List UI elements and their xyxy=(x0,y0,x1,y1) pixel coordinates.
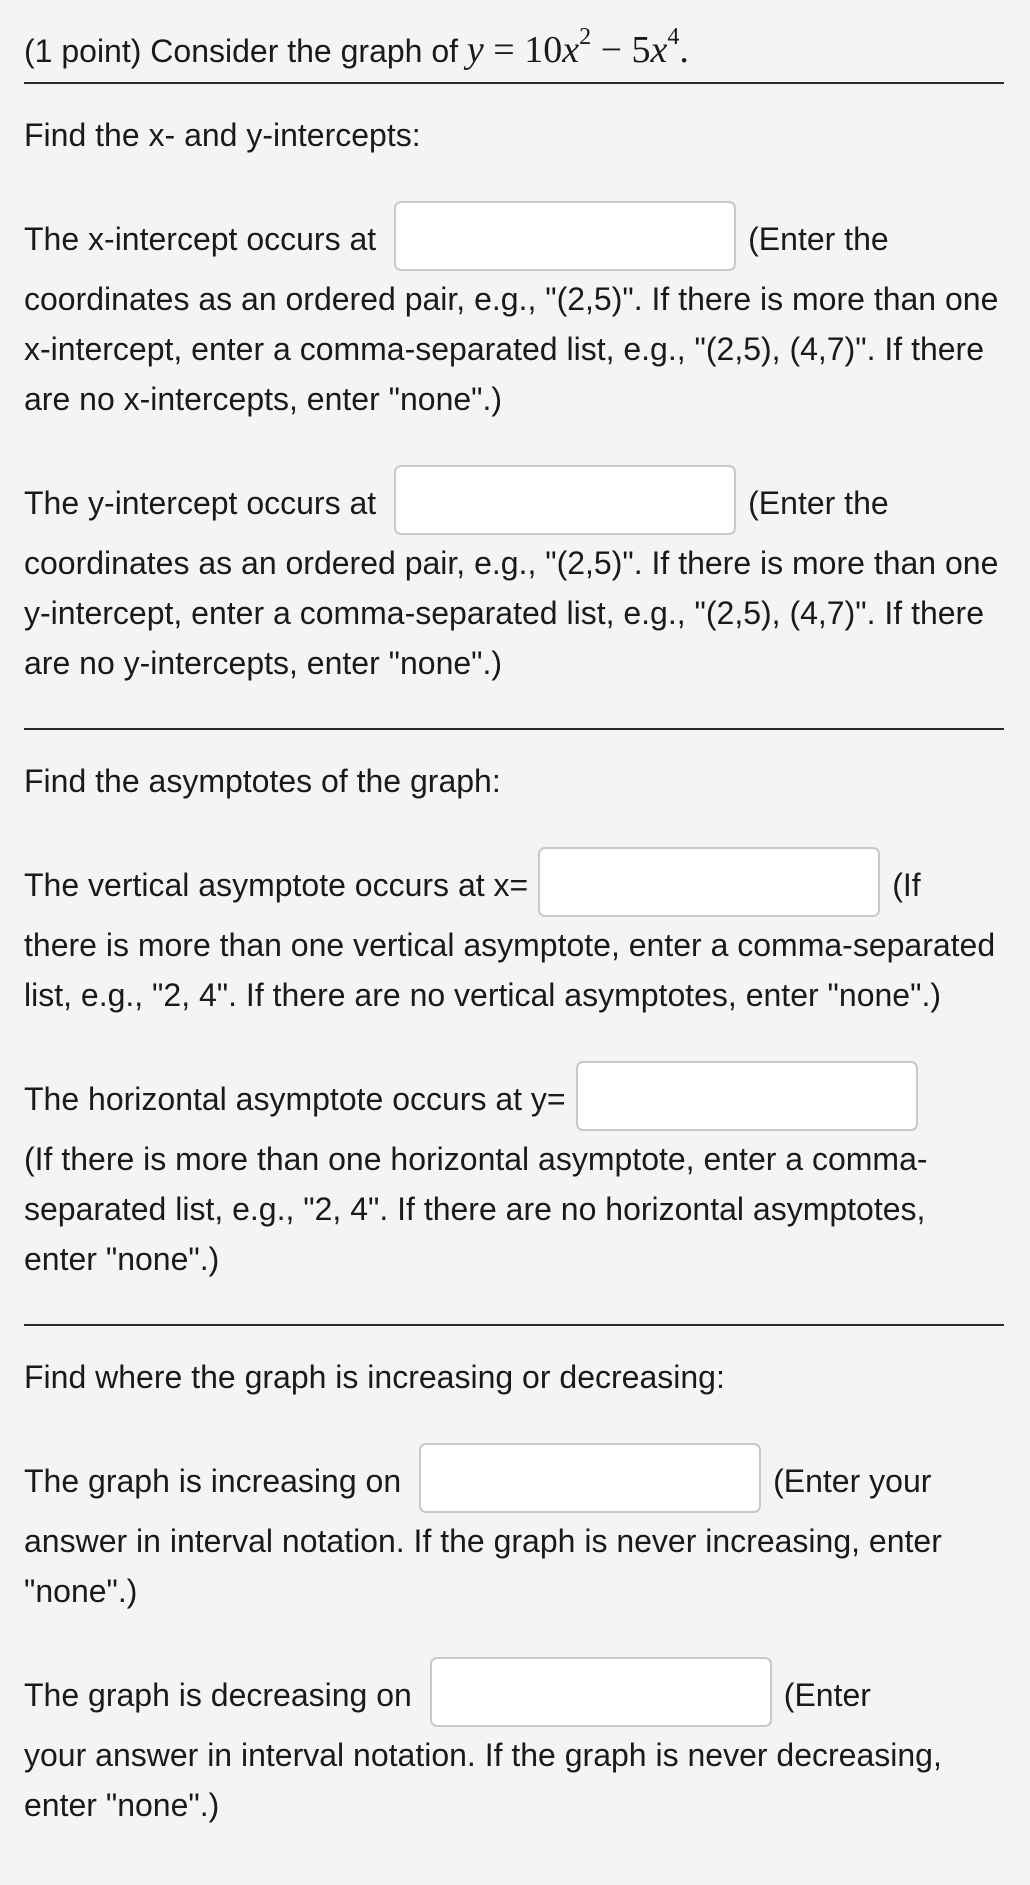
vertical-asymptote-label: The vertical asymptote occurs at x= xyxy=(24,867,529,903)
problem-intro: (1 point) Consider the graph of xyxy=(24,33,459,69)
decreasing-input[interactable] xyxy=(430,1657,772,1727)
vertical-asymptote-instructions: there is more than one vertical asymptote, enter a comma-separated list, e.g., "2, 4". If there are no vertical asymptotes, enter "none".) xyxy=(24,927,996,1013)
decreasing-hint-start: (Enter xyxy=(783,1677,871,1713)
vertical-asymptote-question xyxy=(24,850,1004,1020)
section-divider xyxy=(24,728,1004,730)
y-intercept-input[interactable] xyxy=(394,465,736,535)
increasing-instructions: answer in interval notation. If the graph is never increasing, enter "none".) xyxy=(24,1523,942,1609)
increasing-input[interactable] xyxy=(419,1443,761,1513)
section-title-monotonic: Find where the graph is increasing or decreasing: xyxy=(24,1359,725,1395)
x-intercept-question xyxy=(24,204,1004,424)
equation: $y = 10x^2 - 5x^4$. xyxy=(466,24,689,71)
increasing-hint-start: (Enter your xyxy=(773,1463,932,1499)
y-intercept-label: The y-intercept occurs at xyxy=(24,485,377,521)
x-intercept-hint-start: (Enter the xyxy=(748,221,889,257)
x-intercept-label: The x-intercept occurs at xyxy=(24,221,377,257)
vertical-asymptote-hint-start: (If xyxy=(892,867,921,903)
increasing-question xyxy=(24,1446,1004,1616)
section-divider xyxy=(24,82,1004,84)
problem-header xyxy=(24,22,1004,82)
horizontal-asymptote-label: The horizontal asymptote occurs at y= xyxy=(24,1081,566,1117)
problem-container xyxy=(24,22,1004,1830)
y-intercept-question xyxy=(24,468,1004,688)
y-intercept-hint-start: (Enter the xyxy=(748,485,889,521)
x-intercept-input[interactable] xyxy=(394,201,736,271)
decreasing-label: The graph is decreasing on xyxy=(24,1677,412,1713)
increasing-label: The graph is increasing on xyxy=(24,1463,402,1499)
section-title-asymptotes: Find the asymptotes of the graph: xyxy=(24,763,501,799)
decreasing-instructions: your answer in interval notation. If the graph is never decreasing, enter "none".) xyxy=(24,1737,942,1823)
x-intercept-instructions: coordinates as an ordered pair, e.g., "(2,5)". If there is more than one x-intercept, enter a comma-separated list, e.g., "(2,5), (4,7)". If there are no x-intercepts, enter "none".) xyxy=(24,281,999,417)
horizontal-asymptote-question xyxy=(24,1064,1004,1284)
y-intercept-instructions: coordinates as an ordered pair, e.g., "(2,5)". If there is more than one y-intercept, enter a comma-separated list, e.g., "(2,5), (4,7)". If there are no y-intercepts, enter "none".) xyxy=(24,545,999,681)
horizontal-asymptote-input[interactable] xyxy=(576,1061,918,1131)
horizontal-asymptote-instructions: (If there is more than one horizontal asymptote, enter a comma-separated list, e.g., "2, 4". If there are no horizontal asymptotes, enter "none".) xyxy=(24,1141,928,1277)
section-divider xyxy=(24,1324,1004,1326)
section-title-intercepts: Find the x- and y-intercepts: xyxy=(24,117,421,153)
decreasing-question xyxy=(24,1660,1004,1830)
vertical-asymptote-input[interactable] xyxy=(538,847,880,917)
